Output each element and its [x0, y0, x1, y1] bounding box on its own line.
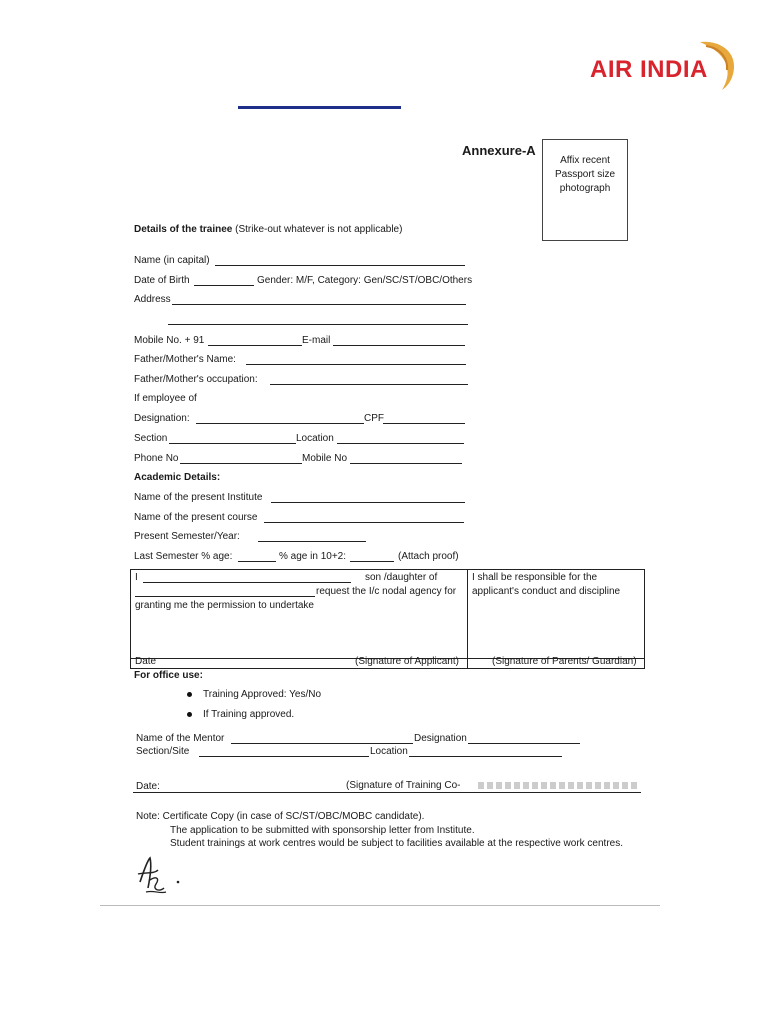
decl-responsible-1: I shall be responsible for the: [472, 572, 598, 583]
annexure-title: Annexure-A: [462, 143, 536, 158]
parent-occupation-field[interactable]: [270, 384, 468, 385]
designation-label: Designation:: [134, 413, 190, 424]
decl-date: Date: [135, 656, 157, 667]
section-field[interactable]: [169, 443, 296, 444]
last-sem-pct-label: Last Semester % age:: [134, 551, 233, 562]
photo-box-line: Passport size: [554, 169, 616, 180]
decl-responsible-2: applicant's conduct and discipline: [472, 586, 621, 597]
trainee-heading-bold: Details of the trainee: [134, 224, 233, 235]
decl-i: I: [135, 572, 138, 583]
mobile-no-field[interactable]: [350, 463, 462, 464]
training-approved-item: Training Approved: Yes/No: [203, 689, 322, 700]
parent-name-field[interactable]: [246, 364, 466, 365]
logo-swirl-icon: [696, 36, 740, 92]
if-approved-item: If Training approved.: [203, 709, 295, 720]
dob-label: Date of Birth: [134, 275, 190, 286]
location-field[interactable]: [337, 443, 464, 444]
header-rule: [238, 106, 401, 109]
cpf-label: CPF: [364, 413, 384, 424]
bullet-icon: [187, 692, 192, 697]
decl-sig-parents: (Signature of Parents/ Guardian): [492, 656, 637, 667]
cut-off-text: [478, 782, 638, 789]
if-employee-label: If employee of: [134, 393, 197, 404]
address-field[interactable]: [172, 304, 466, 305]
course-field[interactable]: [264, 522, 464, 523]
office-date-label: Date:: [136, 781, 160, 792]
pct-12-field[interactable]: [350, 561, 394, 562]
coordinator-signature-label: (Signature of Training Co-: [346, 780, 461, 791]
bullet-icon: [187, 712, 192, 717]
photo-box-line: Affix recent: [560, 155, 610, 166]
address-label: Address: [134, 294, 171, 305]
office-date-rule: [133, 792, 641, 793]
trainee-heading-note: (Strike-out whatever is not applicable): [235, 224, 403, 235]
attach-proof-label: (Attach proof): [398, 551, 459, 562]
address-field-line2[interactable]: [168, 324, 468, 325]
office-designation-field[interactable]: [468, 743, 580, 744]
institute-field[interactable]: [271, 502, 465, 503]
section-site-field[interactable]: [199, 756, 369, 757]
decl-son-daughter: son /daughter of: [365, 572, 438, 583]
photo-box: [542, 139, 628, 241]
dob-field[interactable]: [194, 285, 254, 286]
semester-field[interactable]: [258, 541, 366, 542]
mobile-field[interactable]: [208, 345, 302, 346]
decl-name-field[interactable]: [143, 582, 351, 583]
decl-request: request the I/c nodal agency for: [316, 586, 457, 597]
cpf-field[interactable]: [383, 423, 465, 424]
note-line-2: The application to be submitted with sponsorship letter from Institute.: [170, 825, 475, 836]
phone-field[interactable]: [180, 463, 302, 464]
office-designation-label: Designation: [414, 733, 467, 744]
semester-label: Present Semester/Year:: [134, 531, 240, 542]
office-location-label: Location: [370, 746, 408, 757]
handwritten-initials: [134, 852, 186, 896]
section-label: Section: [134, 433, 168, 444]
course-label: Name of the present course: [134, 512, 258, 523]
office-heading: For office use:: [134, 670, 203, 681]
parent-occupation-label: Father/Mother's occupation:: [134, 374, 258, 385]
parent-name-label: Father/Mother's Name:: [134, 354, 236, 365]
page-bottom-rule: [100, 905, 660, 906]
academic-heading: Academic Details:: [134, 472, 221, 483]
note-line-3: Student trainings at work centres would be subject to facilities available at the respective work centres.: [170, 838, 624, 849]
mentor-label: Name of the Mentor: [136, 733, 225, 744]
decl-parent-field[interactable]: [135, 596, 315, 597]
note-line-1: Note: Certificate Copy (in case of SC/ST/OBC/MOBC candidate).: [136, 811, 425, 822]
mobile-label: Mobile No. + 91: [134, 335, 205, 346]
declaration-divider: [467, 570, 468, 668]
decl-sig-applicant: (Signature of Applicant): [355, 656, 459, 667]
air-india-logo: AIR INDIA: [590, 56, 708, 83]
email-field[interactable]: [333, 345, 465, 346]
decl-granting: granting me the permission to undertake: [135, 600, 314, 611]
office-location-field[interactable]: [409, 756, 562, 757]
last-sem-pct-field[interactable]: [238, 561, 276, 562]
name-label: Name (in capital): [134, 255, 210, 266]
institute-label: Name of the present Institute: [134, 492, 263, 503]
designation-field[interactable]: [196, 423, 364, 424]
name-field[interactable]: [215, 265, 465, 266]
mentor-field[interactable]: [231, 743, 413, 744]
mobile-no-label: Mobile No: [302, 453, 348, 464]
gender-category-label: Gender: M/F, Category: Gen/SC/ST/OBC/Others: [257, 275, 473, 286]
location-label: Location: [296, 433, 334, 444]
email-label: E-mail: [302, 335, 331, 346]
section-site-label: Section/Site: [136, 746, 190, 757]
declaration-table: [130, 569, 645, 669]
phone-label: Phone No: [134, 453, 179, 464]
photo-box-line: photograph: [559, 183, 611, 194]
trainee-heading: [134, 224, 402, 236]
pct-12-label: % age in 10+2:: [279, 551, 346, 562]
